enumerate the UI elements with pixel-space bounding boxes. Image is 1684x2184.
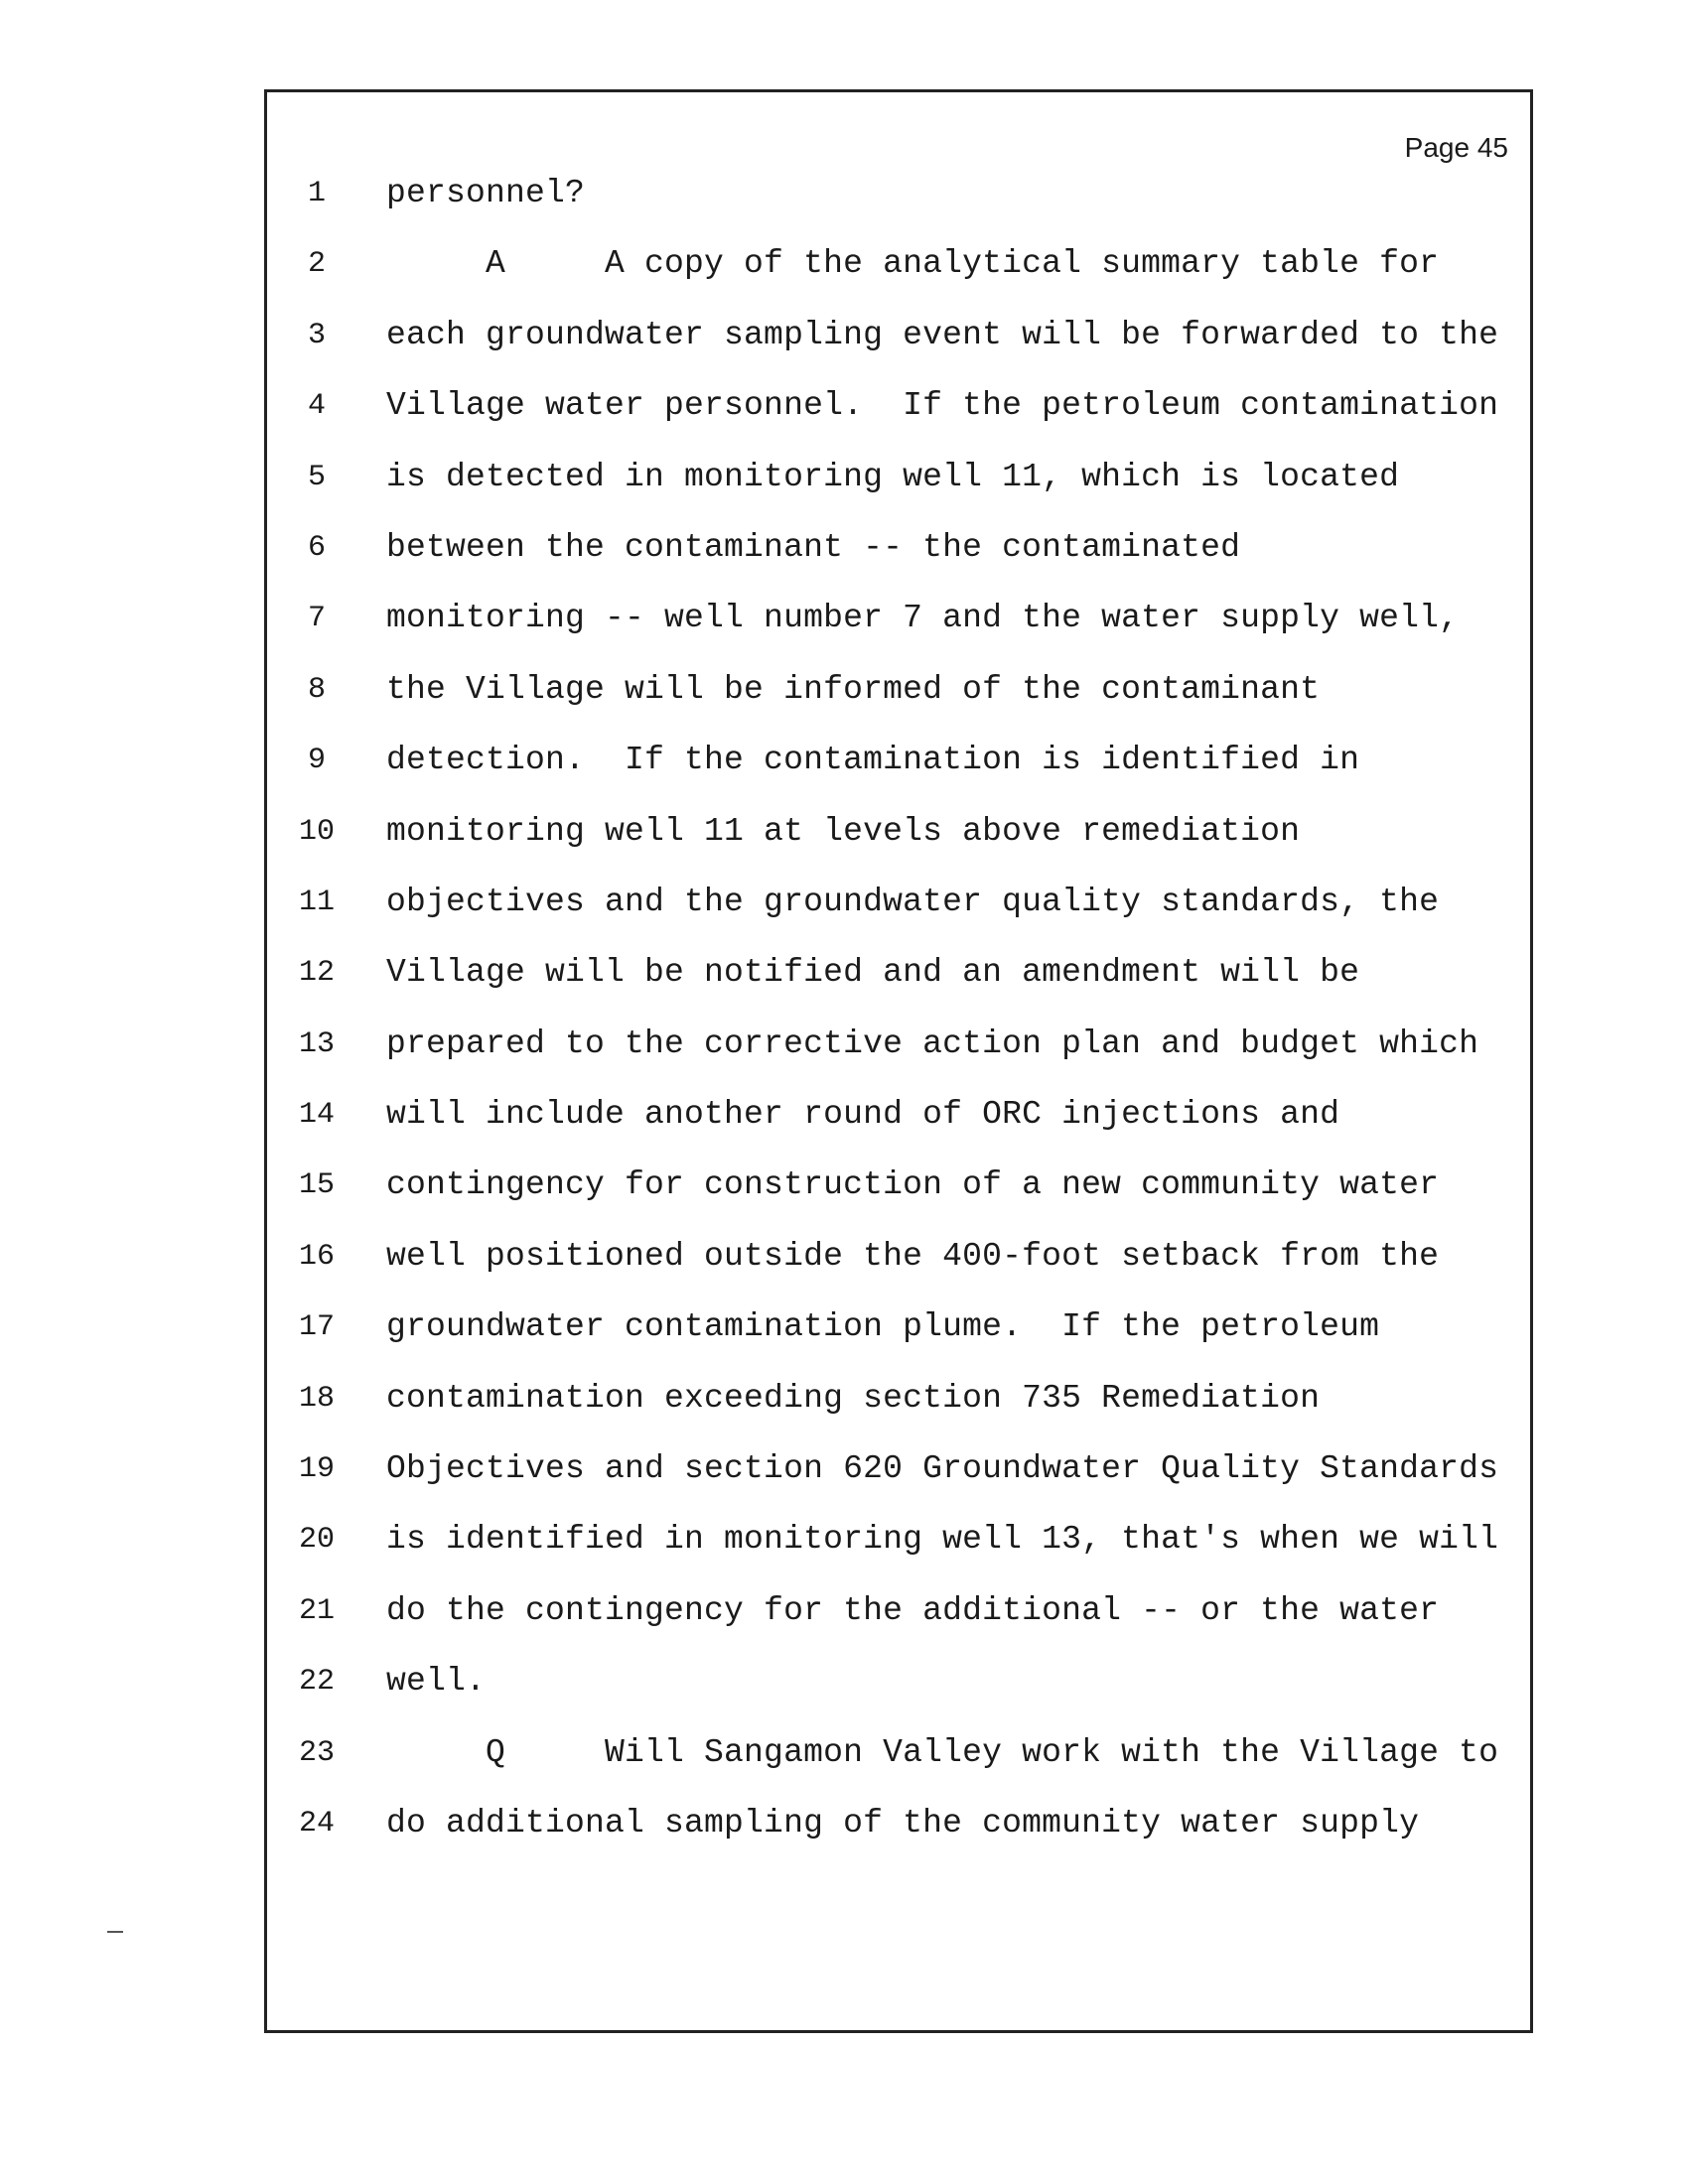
line-number: 13 (298, 1026, 335, 1061)
line-number: 21 (298, 1593, 335, 1628)
transcript-line (267, 1227, 1530, 1297)
transcript-line (267, 376, 1530, 447)
line-number: 20 (298, 1523, 335, 1558)
transcript-line (267, 660, 1530, 731)
line-number: 4 (307, 389, 326, 424)
transcript-line (267, 234, 1530, 305)
line-number: 7 (307, 602, 326, 636)
transcript-lines (267, 164, 1530, 1864)
transcript-line (267, 518, 1530, 589)
line-text: Q Will Sangamon Valley work with the Village to (386, 1733, 1499, 1771)
line-text: monitoring -- well number 7 and the water supply well, (386, 600, 1460, 637)
line-number: 2 (307, 247, 326, 282)
line-number: 5 (307, 460, 326, 494)
line-number: 6 (307, 530, 326, 565)
transcript-line (267, 306, 1530, 376)
line-number: 3 (307, 318, 326, 352)
line-text: will include another round of ORC injections and (386, 1096, 1340, 1134)
transcript-line (267, 943, 1530, 1014)
transcript-line (267, 589, 1530, 659)
line-text: well positioned outside the 400-foot setback from the (386, 1237, 1440, 1275)
scan-margin-mark (107, 1931, 123, 1933)
line-number: 19 (298, 1452, 335, 1487)
transcript-line (267, 873, 1530, 943)
line-text: do the contingency for the additional -- or the water (386, 1591, 1440, 1629)
transcript-line (267, 1652, 1530, 1722)
transcript-line (267, 1794, 1530, 1864)
line-text: each groundwater sampling event will be forwarded to the (386, 316, 1499, 353)
line-number: 14 (298, 1098, 335, 1133)
line-text: personnel? (386, 175, 586, 211)
transcript-line (267, 448, 1530, 518)
transcript-line (267, 1156, 1530, 1226)
line-number: 23 (298, 1735, 335, 1770)
transcript-line (267, 1085, 1530, 1156)
line-text: contingency for construction of a new community water (386, 1166, 1440, 1204)
transcript-line (267, 1510, 1530, 1580)
line-text: monitoring well 11 at levels above remediation (386, 812, 1301, 850)
line-text: A A copy of the analytical summary table for (386, 245, 1440, 283)
line-text: between the contaminant -- the contaminated (386, 528, 1241, 566)
line-number: 18 (298, 1381, 335, 1416)
line-number: 15 (298, 1168, 335, 1203)
line-text: is detected in monitoring well 11, which is located (386, 458, 1400, 495)
transcript-line (267, 1439, 1530, 1510)
line-text: detection. If the contamination is identified in (386, 742, 1360, 779)
line-text: the Village will be informed of the contaminant (386, 670, 1321, 708)
line-number: 9 (307, 744, 326, 778)
transcript-line (267, 731, 1530, 801)
line-text: Village water personnel. If the petroleum contamination (386, 387, 1499, 425)
line-number: 17 (298, 1310, 335, 1345)
line-number: 12 (298, 956, 335, 991)
transcript-line (267, 1015, 1530, 1085)
transcript-line (267, 164, 1530, 234)
transcript-line (267, 1581, 1530, 1652)
line-number: 11 (298, 885, 335, 919)
line-text: well. (386, 1663, 487, 1701)
line-text: groundwater contamination plume. If the petroleum (386, 1308, 1380, 1346)
line-number: 16 (298, 1239, 335, 1274)
line-text: is identified in monitoring well 13, that's when we will (386, 1521, 1499, 1559)
line-text: prepared to the corrective action plan and budget which (386, 1024, 1479, 1062)
line-text: do additional sampling of the community water supply (386, 1804, 1420, 1842)
transcript-page (264, 89, 1533, 2033)
line-text: Objectives and section 620 Groundwater Quality Standards (386, 1450, 1499, 1488)
transcript-line (267, 802, 1530, 873)
line-text: Village will be notified and an amendment will be (386, 954, 1360, 992)
line-number: 8 (307, 672, 326, 707)
line-number: 1 (307, 177, 326, 210)
line-number: 22 (298, 1665, 335, 1700)
line-text: contamination exceeding section 735 Remediation (386, 1379, 1321, 1417)
transcript-line (267, 1723, 1530, 1794)
line-number: 24 (298, 1806, 335, 1841)
transcript-line (267, 1297, 1530, 1368)
transcript-line (267, 1369, 1530, 1439)
page-number: Page 45 (1404, 132, 1508, 163)
line-text: objectives and the groundwater quality standards, the (386, 883, 1440, 920)
line-number: 10 (298, 814, 335, 849)
